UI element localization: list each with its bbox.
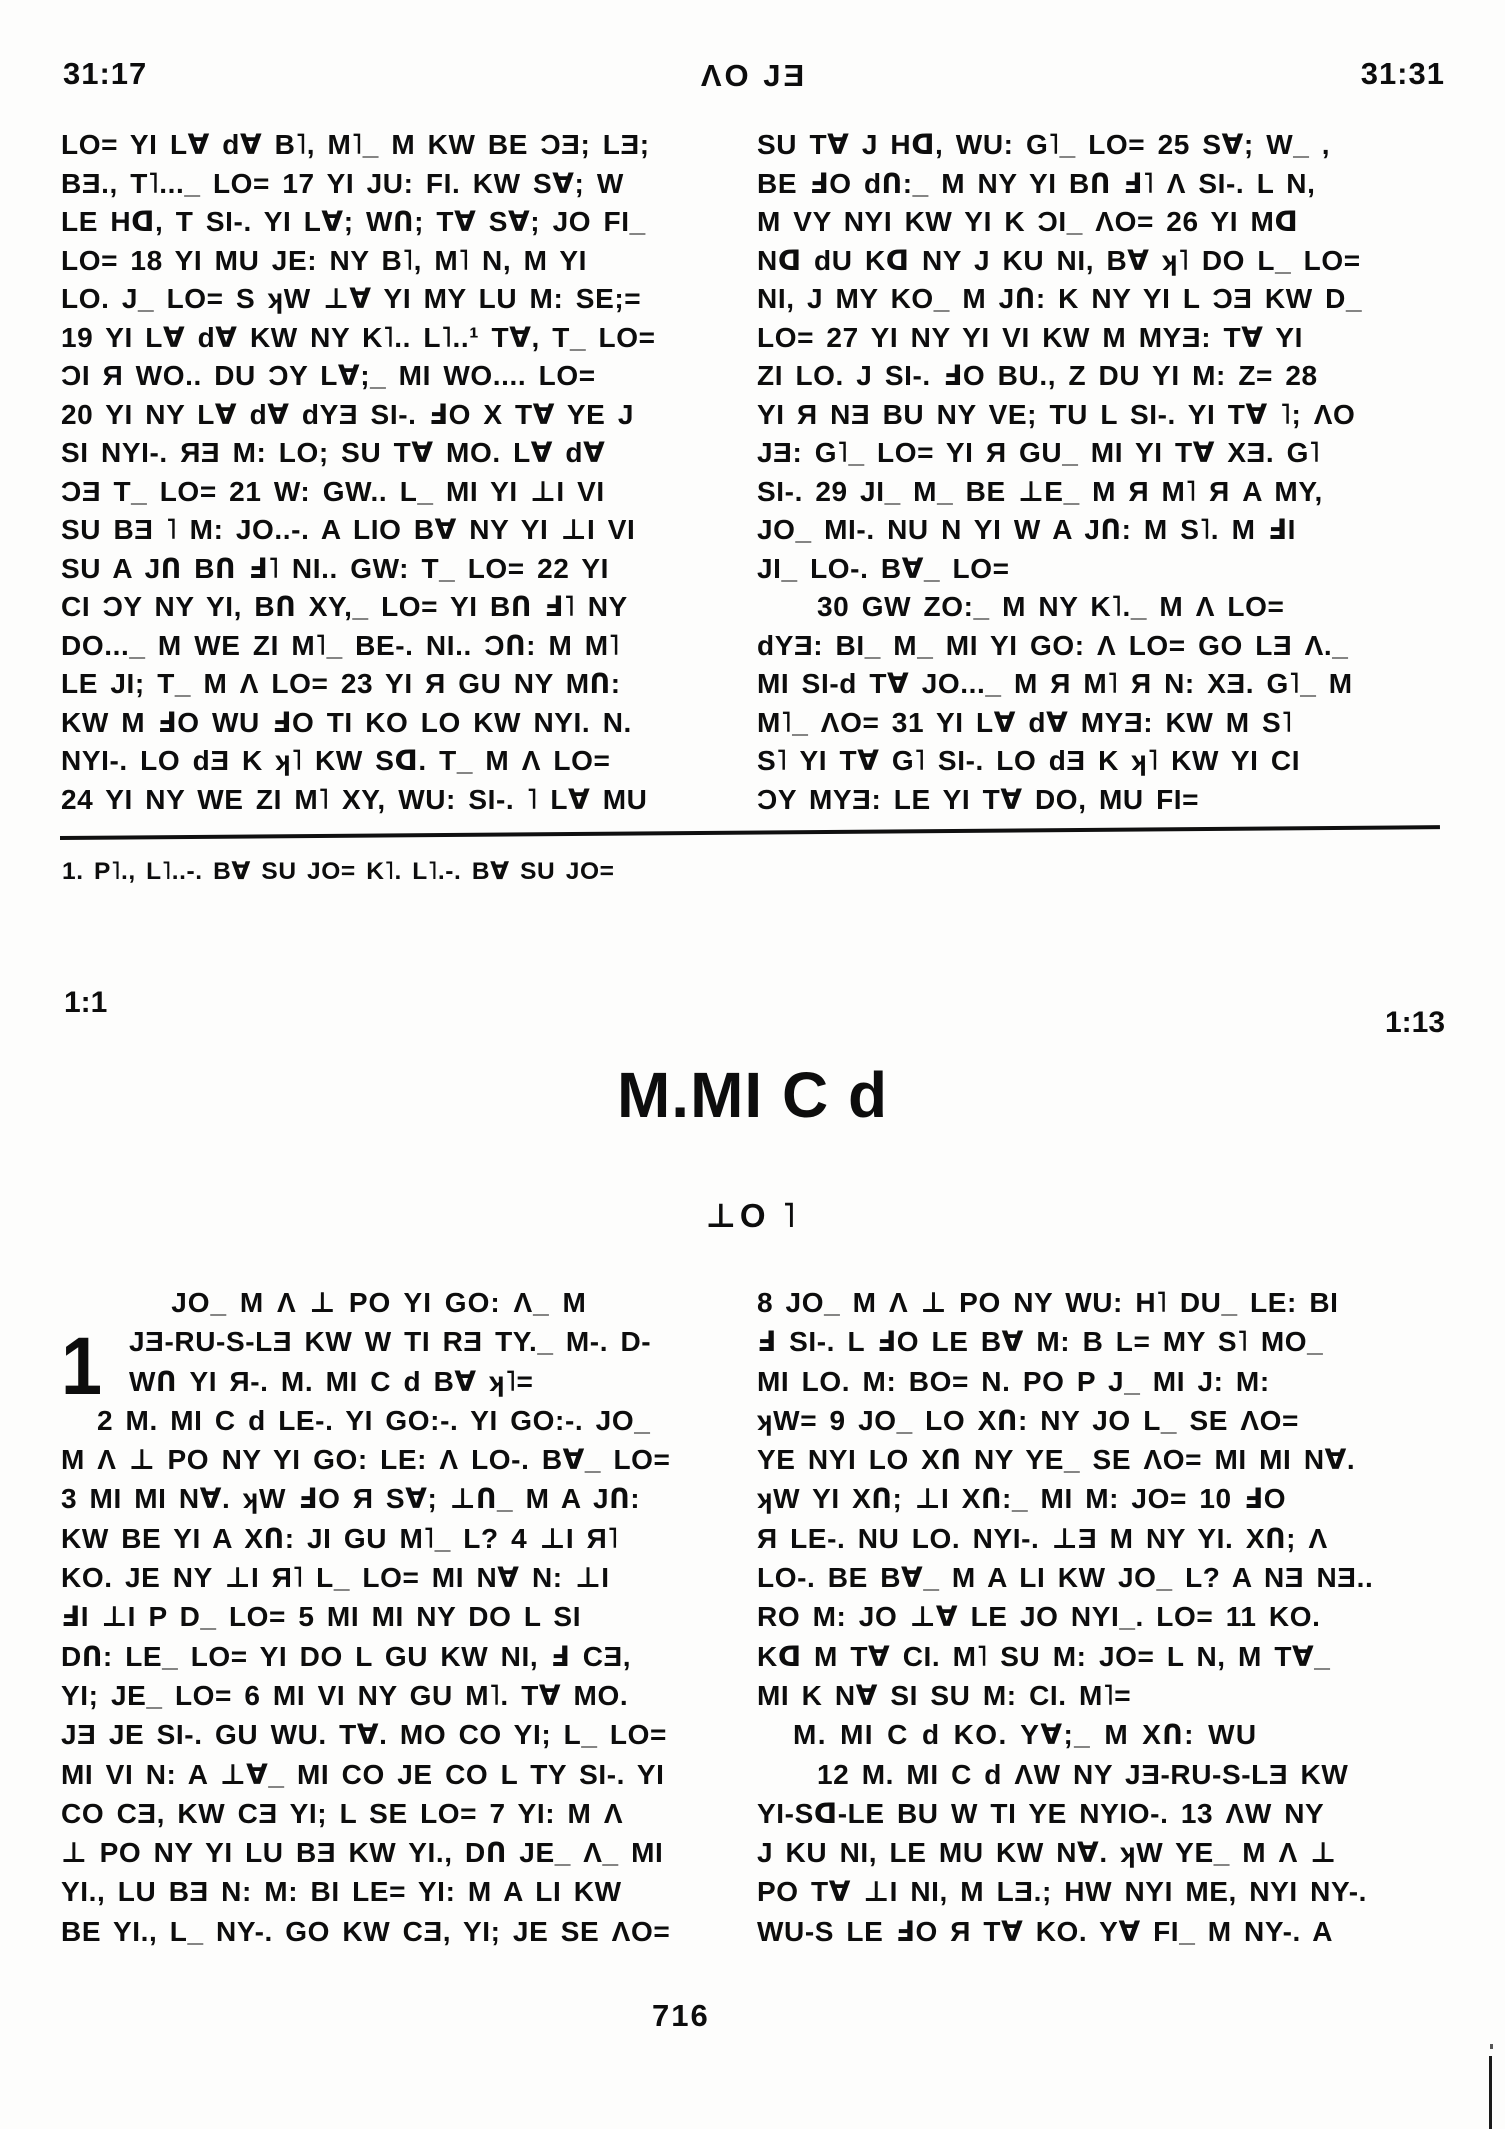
text-line: YI., LU BƎ N: M: BI LE= YI: M A LI KW [61, 1876, 622, 1908]
text-line: JO_ MI-. NU N YI W A JՈ: M S˥. M ℲI [757, 514, 1296, 545]
text-line: ℲI ⊥I P D_ LO= 5 MI MI NY DO L SI [61, 1601, 582, 1633]
book-subtitle: ⊥O ˥ [705, 1197, 800, 1234]
text-line: RO M: JO ⊥∀ LE JO NYI_. LO= 11 KO. [757, 1601, 1321, 1633]
text-line: YI; JE_ LO= 6 MI VI NY GU M˥. T∀ MO. [61, 1679, 629, 1711]
text-line: ʞW YI XՈ; ⊥I XՈ:_ MI M: JO= 10 ℲO [757, 1483, 1287, 1515]
text-line: 12 M. MI C d ΛW NY JƎ-RU-S-LƎ KW [817, 1758, 1349, 1790]
text-line: 24 YI NY WE ZI M˥ XY, WU: SI-. ˥ L∀ MU [61, 783, 648, 815]
text-line: DՈ: LE_ LO= YI DO L GU KW NI, Ⅎ CƎ, [61, 1640, 632, 1672]
text-line: Kᗡ M T∀ CI. M˥ SU M: JO= L N, M T∀_ [757, 1640, 1331, 1672]
text-line: S˥ YI T∀ G˥ SI-. LO dƎ K ʞ˥ KW YI CI [757, 745, 1301, 776]
text-line: ZI LO. J SI-. ℲO BU., Z DU YI M: Z= 28 [757, 360, 1318, 391]
text-line: JƎ-RU-S-LƎ KW W TI RƎ TY._ M-. D- [129, 1326, 652, 1358]
section1-left-column [61, 126, 731, 819]
text-line: BE ℲO dՈ:_ M NY YI BՈ Ⅎ˥ Λ SI-. L N, [757, 167, 1316, 199]
text-line: LO= YI L∀ d∀ B˥, M˥_ M KW BE ƆƎ; LƎ; [61, 129, 650, 160]
section2-left-verse-ref: 1:1 [64, 986, 108, 1019]
text-line: LO-. BE B∀_ M A LI KW JO_ L? A NƎ NƎ.. [757, 1562, 1374, 1594]
drop-cap-lines [129, 1322, 737, 1401]
text-line: MI SI-d T∀ JO..._ M Я M˥ Я N: XƎ. G˥_ M [757, 668, 1353, 699]
text-line: 19 YI L∀ d∀ KW NY K˥.. L˥..¹ T∀, T_ LO= [61, 321, 656, 353]
text-line: JI_ LO-. B∀_ LO= [757, 552, 1010, 584]
page-number: 716 [652, 1998, 710, 2033]
section1-right-column [757, 126, 1457, 819]
text-line: MI LO. M: BO= N. PO P J_ MI J: M: [757, 1365, 1270, 1397]
text-line: Ⅎ SI-. L ℲO LE B∀ M: B L= MY S˥ MO_ [757, 1326, 1324, 1358]
text-line: KW BE YI A XՈ: JI GU M˥_ L? 4 ⊥I Я˥ [61, 1522, 619, 1554]
text-line: CI ƆY NY YI, BՈ XY,_ LO= YI BՈ Ⅎ˥ NY [61, 591, 628, 622]
text-line: Я LE-. NU LO. NYI-. ⊥Ǝ M NY YI. XՈ; Λ [757, 1522, 1328, 1554]
text-line: J KU NI, LE MU KW N∀. ʞW YE_ M Λ ⊥ [757, 1837, 1337, 1869]
footnote-text: 1. P˥., L˥..-. B∀ SU JO= K˥. L˥.-. B∀ SU JO= [62, 858, 615, 885]
text-line: ʞW= 9 JO_ LO XՈ: NY JO L_ SE ΛO= [757, 1404, 1299, 1436]
text-line: CO CƎ, KW CƎ YI; L SE LO= 7 YI: M Λ [61, 1797, 624, 1829]
text-line: 30 GW ZO:_ M NY K˥._ M Λ LO= [817, 591, 1285, 622]
text-line: 8 JO_ M Λ ⊥ PO NY WU: H˥ DU_ LE: BI [757, 1287, 1339, 1318]
text-line: M˥_ ΛO= 31 YI L∀ d∀ MYƎ: KW M S˥ [757, 706, 1293, 738]
verse-1-paragraph [61, 1321, 737, 1413]
section2-right-column [757, 1283, 1457, 1951]
header-right-verse-ref: 31:31 [1360, 56, 1445, 91]
section2-left-column [61, 1283, 737, 1951]
text-line: JƎ: G˥_ LO= YI Я GU_ MI YI T∀ XƎ. G˥ [757, 437, 1321, 468]
text-line: BE YI., L_ NY-. GO KW CƎ, YI; JE SE ΛO= [61, 1915, 671, 1947]
text-line: WU-S LE ℲO Я T∀ KO. Y∀ FI_ M NY-. A [757, 1915, 1334, 1947]
scan-artifact-line [1489, 2056, 1492, 2129]
text-line: LO. J_ LO= S ʞW ⊥∀ YI MY LU M: SE;= [61, 283, 642, 314]
text-line: ƆY MYƎ: LE YI T∀ DO, MU FI= [757, 783, 1200, 815]
section-heading-line: M. MI C d KO. Y∀;_ M XՈ: WU [793, 1719, 1258, 1751]
text-line: LE JI; T_ M Λ LO= 23 YI Я GU NY MՈ: [61, 668, 621, 699]
text-line: SI NYI-. ЯƎ M: LO; SU T∀ MO. L∀ d∀ [61, 437, 606, 468]
text-line: MI VI N: A ⊥∀_ MI CO JE CO L TY SI-. YI [61, 1758, 665, 1790]
text-line: ƆƎ T_ LO= 21 W: GW.. L_ MI YI ⊥I VI [61, 475, 605, 507]
scan-artifact-dot [1490, 2044, 1493, 2049]
text-line: M Λ ⊥ PO NY YI GO: LE: Λ LO-. B∀_ LO= [61, 1444, 671, 1476]
book-title-heading: M.MI C d [616, 1059, 889, 1131]
text-line: WՈ YI Я-. M. MI C d B∀ ʞ˥= [129, 1365, 534, 1397]
text-line: NYI-. LO dƎ K ʞ˥ KW Sᗡ. T_ M Λ LO= [61, 745, 611, 776]
text-line: 2 M. MI C d LE-. YI GO:-. YI GO:-. JO_ [97, 1404, 651, 1436]
text-line: SU BƎ ˥ M: JO..-. A LIO B∀ NY YI ⊥I VI [61, 514, 636, 545]
text-line: Nᗡ dU Kᗡ NY J KU NI, B∀ ʞ˥ DO L_ LO= [757, 244, 1361, 276]
text-line: PO T∀ ⊥I NI, M LƎ.; HW NYI ME, NYI NY-. [757, 1876, 1368, 1908]
text-line: YI-Sᗡ-LE BU W TI YE NYIO-. 13 ΛW NY [757, 1797, 1325, 1829]
text-line: LE Hᗡ, T SI-. YI L∀; WՈ; T∀ S∀; JO FI_ [61, 206, 646, 237]
section2-left-lines [61, 1401, 737, 1951]
text-line: KO. JE NY ⊥I Я˥ L_ LO= MI N∀ N: ⊥I [61, 1562, 610, 1594]
text-line: LO= 18 YI MU JE: NY B˥, M˥ N, M YI [61, 244, 588, 276]
footnote-divider-rule [60, 825, 1440, 840]
text-line: DO..._ M WE ZI M˥_ BE-. NI.. ƆՈ: M M˥ [61, 629, 620, 661]
text-line: M VY NYI KW YI K ƆI_ ΛO= 26 YI Mᗡ [757, 206, 1299, 237]
text-line: MI K N∀ SI SU M: CI. M˥= [757, 1679, 1132, 1711]
text-line: SU A JՈ BՈ Ⅎ˥ NI.. GW: T_ LO= 22 YI [61, 552, 609, 584]
text-line: LO= 27 YI NY YI VI KW M MYƎ: T∀ YI [757, 321, 1304, 353]
running-header [61, 56, 1447, 96]
text-line: YE NYI LO XՈ NY YE_ SE ΛO= MI MI N∀. [757, 1444, 1356, 1476]
text-line: NI, J MY KO_ M JՈ: K NY YI L ƆƎ KW D_ [757, 283, 1363, 314]
text-line: SU T∀ J Hᗡ, WU: G˥_ LO= 25 S∀; W_ , [757, 129, 1331, 160]
text-line: SI-. 29 JI_ M_ BE ⊥E_ M Я M˥ Я A MY, [757, 475, 1323, 507]
text-line: JƎ JE SI-. GU WU. T∀. MO CO YI; L_ LO= [61, 1719, 667, 1751]
text-line: 20 YI NY L∀ d∀ dYƎ SI-. ℲO X T∀ YE J [61, 398, 634, 430]
chapter-intro-line: JO_ M Λ ⊥ PO YI GO: Λ_ M [171, 1287, 587, 1318]
text-line: KW M ℲO WU ℲO TI KO LO KW NYI. N. [61, 706, 632, 738]
text-line: ⊥ PO NY YI LU BƎ KW YI., DՈ JE_ Λ_ MI [61, 1837, 664, 1869]
text-line: BƎ., T˥..._ LO= 17 YI JU: FI. KW S∀; W [61, 167, 624, 199]
text-line: YI Я NƎ BU NY VE; TU L SI-. YI T∀ ˥; ΛO [757, 398, 1356, 430]
text-line: 3 MI MI N∀. ʞW ℲO Я S∀; ⊥Ո_ M A JՈ: [61, 1483, 641, 1515]
section2-right-verse-ref: 1:13 [1384, 1006, 1445, 1039]
text-line: dYƎ: BI_ M_ MI YI GO: Λ LO= GO LƎ Λ._ [757, 629, 1349, 661]
header-left-verse-ref: 31:17 [63, 56, 148, 91]
header-book-title: ΛO JƎ [700, 58, 808, 93]
text-line: ƆI Я WO.. DU ƆY L∀;_ MI WO.... LO= [61, 360, 596, 391]
chapter-number-drop-cap: 1 [61, 1321, 103, 1413]
